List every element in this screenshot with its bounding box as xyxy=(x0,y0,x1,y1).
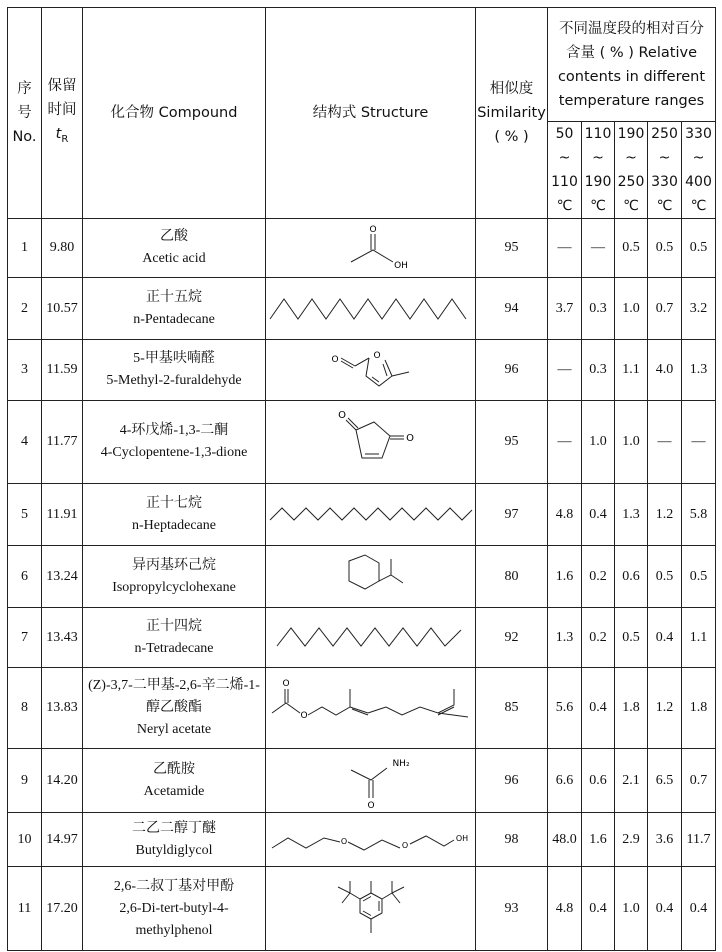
row-rt: 11.91 xyxy=(42,484,83,546)
header-range-2: 110 ~ 190 ℃ xyxy=(582,122,615,219)
row-value-4: 1.2 xyxy=(648,484,682,546)
row-value-2: 0.3 xyxy=(582,278,615,340)
row-rt: 10.57 xyxy=(42,278,83,340)
row-similarity: 95 xyxy=(476,401,548,484)
row-no: 1 xyxy=(8,219,42,278)
row-value-2: 1.6 xyxy=(582,813,615,867)
svg-text:OH: OH xyxy=(393,261,408,271)
row-no: 10 xyxy=(8,813,42,867)
row-value-4: 6.5 xyxy=(648,749,682,813)
row-value-4: 4.0 xyxy=(648,340,682,401)
table-row xyxy=(8,219,716,278)
structure-acetic-acid xyxy=(266,219,476,278)
structure-cyclopentenedione xyxy=(266,401,476,484)
structure-butyldiglycol xyxy=(266,813,476,867)
row-similarity: 94 xyxy=(476,278,548,340)
header-rt-symbol: $t_R$ xyxy=(55,126,69,145)
row-rt: 13.24 xyxy=(42,546,83,608)
header-range-1: 50 ~ 110 ℃ xyxy=(548,122,582,219)
row-value-2: 0.4 xyxy=(582,867,615,951)
row-value-1: 4.8 xyxy=(548,867,582,951)
methylfuraldehyde-structure xyxy=(311,344,431,396)
header-no xyxy=(8,8,42,219)
row-rt: 17.20 xyxy=(42,867,83,951)
row-value-2: 0.4 xyxy=(582,484,615,546)
row-similarity: 85 xyxy=(476,668,548,749)
row-rt: 11.77 xyxy=(42,401,83,484)
row-rt: 13.83 xyxy=(42,668,83,749)
row-no: 6 xyxy=(8,546,42,608)
row-value-2: 0.4 xyxy=(582,668,615,749)
row-similarity: 96 xyxy=(476,340,548,401)
row-value-3: 1.0 xyxy=(615,867,648,951)
row-rt: 14.97 xyxy=(42,813,83,867)
row-value-1: 5.6 xyxy=(548,668,582,749)
row-value-3: 1.1 xyxy=(615,340,648,401)
header-similarity xyxy=(476,8,548,219)
row-no: 8 xyxy=(8,668,42,749)
structure-isopropylcyclohexane xyxy=(266,546,476,608)
structure-neryl-acetate xyxy=(266,668,476,749)
row-compound: 异丙基环己烷 Isopropylcyclohexane xyxy=(83,546,266,608)
svg-text:O: O xyxy=(340,836,347,846)
table-row xyxy=(8,401,716,484)
row-no: 9 xyxy=(8,749,42,813)
svg-text:O: O xyxy=(337,410,346,421)
row-compound: 正十五烷 n-Pentadecane xyxy=(83,278,266,340)
row-similarity: 96 xyxy=(476,749,548,813)
row-value-2: 0.2 xyxy=(582,546,615,608)
row-similarity: 98 xyxy=(476,813,548,867)
svg-text:O: O xyxy=(299,711,308,721)
row-value-3: 1.8 xyxy=(615,668,648,749)
row-value-3: 2.9 xyxy=(615,813,648,867)
row-compound: 正十四烷 n-Tetradecane xyxy=(83,608,266,668)
table-row xyxy=(8,546,716,608)
neryl-acetate-structure xyxy=(268,673,474,743)
row-similarity: 97 xyxy=(476,484,548,546)
row-value-1: 3.7 xyxy=(548,278,582,340)
compound-table xyxy=(7,7,716,951)
acetamide-structure xyxy=(321,752,421,810)
row-compound: 二乙二醇丁醚 Butyldiglycol xyxy=(83,813,266,867)
structure-methylfuraldehyde xyxy=(266,340,476,401)
row-value-5: — xyxy=(682,401,716,484)
row-value-5: 3.2 xyxy=(682,278,716,340)
svg-text:O: O xyxy=(372,351,381,361)
row-value-4: 0.5 xyxy=(648,546,682,608)
svg-text:O: O xyxy=(330,355,339,365)
svg-text:O: O xyxy=(405,433,414,444)
row-value-1: — xyxy=(548,401,582,484)
table-row xyxy=(8,668,716,749)
row-value-5: 0.5 xyxy=(682,219,716,278)
header-range-3: 190 ~ 250 ℃ xyxy=(615,122,648,219)
row-value-1: 48.0 xyxy=(548,813,582,867)
row-value-2: 1.0 xyxy=(582,401,615,484)
header-range-4: 250 ~ 330 ℃ xyxy=(648,122,682,219)
row-rt: 14.20 xyxy=(42,749,83,813)
svg-text:O: O xyxy=(401,840,408,850)
row-compound: (Z)-3,7-二甲基-2,6-辛二烯-1-醇乙酸酯 Neryl acetate xyxy=(83,668,266,749)
row-compound: 4-环戊烯-1,3-二酮 4-Cyclopentene-1,3-dione xyxy=(83,401,266,484)
heptadecane-structure xyxy=(268,500,474,530)
row-value-4: 0.4 xyxy=(648,867,682,951)
header-no-en: No. xyxy=(12,129,37,145)
header-structure: 结构式 Structure xyxy=(266,8,476,219)
structure-tetradecane xyxy=(266,608,476,668)
row-rt: 13.43 xyxy=(42,608,83,668)
row-value-5: 11.7 xyxy=(682,813,716,867)
row-no: 5 xyxy=(8,484,42,546)
row-similarity: 92 xyxy=(476,608,548,668)
isopropylcyclohexane-structure xyxy=(321,549,421,605)
row-value-4: 0.7 xyxy=(648,278,682,340)
structure-heptadecane xyxy=(266,484,476,546)
acetic-acid-structure xyxy=(321,222,421,274)
row-value-1: — xyxy=(548,219,582,278)
header-relative-contents: 不同温度段的相对百分含量 ( % ) Relative contents in different temperature ranges xyxy=(548,8,716,122)
svg-text:O: O xyxy=(366,800,375,810)
row-value-3: 0.6 xyxy=(615,546,648,608)
table-row xyxy=(8,608,716,668)
structure-acetamide xyxy=(266,749,476,813)
row-value-5: 5.8 xyxy=(682,484,716,546)
table-row xyxy=(8,749,716,813)
row-value-3: 1.3 xyxy=(615,484,648,546)
structure-bht xyxy=(266,867,476,951)
row-no: 4 xyxy=(8,401,42,484)
header-rt-cn: 保留时间 xyxy=(47,78,77,119)
header-retention-time xyxy=(42,8,83,219)
row-value-5: 1.8 xyxy=(682,668,716,749)
header-similarity-cn: 相似度 xyxy=(489,81,534,97)
header-range-5: 330 ~ 400 ℃ xyxy=(682,122,716,219)
row-value-2: 0.3 xyxy=(582,340,615,401)
row-value-3: 2.1 xyxy=(615,749,648,813)
row-value-3: 1.0 xyxy=(615,401,648,484)
table-row xyxy=(8,484,716,546)
row-no: 2 xyxy=(8,278,42,340)
svg-text:NH₂: NH₂ xyxy=(391,758,410,769)
row-value-5: 0.7 xyxy=(682,749,716,813)
table-row xyxy=(8,278,716,340)
row-value-5: 0.5 xyxy=(682,546,716,608)
row-value-3: 1.0 xyxy=(615,278,648,340)
svg-text:O: O xyxy=(368,225,377,235)
row-value-2: — xyxy=(582,219,615,278)
row-value-2: 0.2 xyxy=(582,608,615,668)
row-no: 3 xyxy=(8,340,42,401)
row-compound: 乙酸 Acetic acid xyxy=(83,219,266,278)
tetradecane-structure xyxy=(273,620,469,656)
row-compound: 乙酰胺 Acetamide xyxy=(83,749,266,813)
structure-pentadecane xyxy=(266,278,476,340)
row-similarity: 80 xyxy=(476,546,548,608)
butyldiglycol-structure xyxy=(268,822,474,858)
svg-text:O: O xyxy=(281,679,290,689)
row-no: 7 xyxy=(8,608,42,668)
row-value-1: 1.6 xyxy=(548,546,582,608)
row-value-2: 0.6 xyxy=(582,749,615,813)
row-compound: 5-甲基呋喃醛 5-Methyl-2-furaldehyde xyxy=(83,340,266,401)
table-row xyxy=(8,340,716,401)
pentadecane-structure xyxy=(268,289,474,329)
row-value-1: 1.3 xyxy=(548,608,582,668)
row-value-4: 0.5 xyxy=(648,219,682,278)
header-similarity-en: Similarity xyxy=(477,105,546,121)
row-value-5: 0.4 xyxy=(682,867,716,951)
header-similarity-unit: ( % ) xyxy=(494,129,529,145)
row-value-4: — xyxy=(648,401,682,484)
row-value-4: 0.4 xyxy=(648,608,682,668)
row-value-3: 0.5 xyxy=(615,219,648,278)
cyclopentenedione-structure xyxy=(316,404,426,480)
row-no: 11 xyxy=(8,867,42,951)
table-row xyxy=(8,867,716,951)
row-value-1: — xyxy=(548,340,582,401)
row-similarity: 95 xyxy=(476,219,548,278)
bht-structure xyxy=(316,871,426,947)
row-value-5: 1.1 xyxy=(682,608,716,668)
row-value-4: 3.6 xyxy=(648,813,682,867)
header-compound: 化合物 Compound xyxy=(83,8,266,219)
row-value-5: 1.3 xyxy=(682,340,716,401)
row-value-3: 0.5 xyxy=(615,608,648,668)
row-compound: 正十七烷 n-Heptadecane xyxy=(83,484,266,546)
row-similarity: 93 xyxy=(476,867,548,951)
row-value-1: 6.6 xyxy=(548,749,582,813)
row-rt: 9.80 xyxy=(42,219,83,278)
row-value-4: 1.2 xyxy=(648,668,682,749)
svg-text:OH: OH xyxy=(455,833,468,843)
header-no-cn: 序号 xyxy=(17,81,32,121)
table-row xyxy=(8,813,716,867)
row-value-1: 4.8 xyxy=(548,484,582,546)
row-rt: 11.59 xyxy=(42,340,83,401)
row-compound: 2,6-二叔丁基对甲酚 2,6-Di-tert-butyl-4-methylphenol xyxy=(83,867,266,951)
